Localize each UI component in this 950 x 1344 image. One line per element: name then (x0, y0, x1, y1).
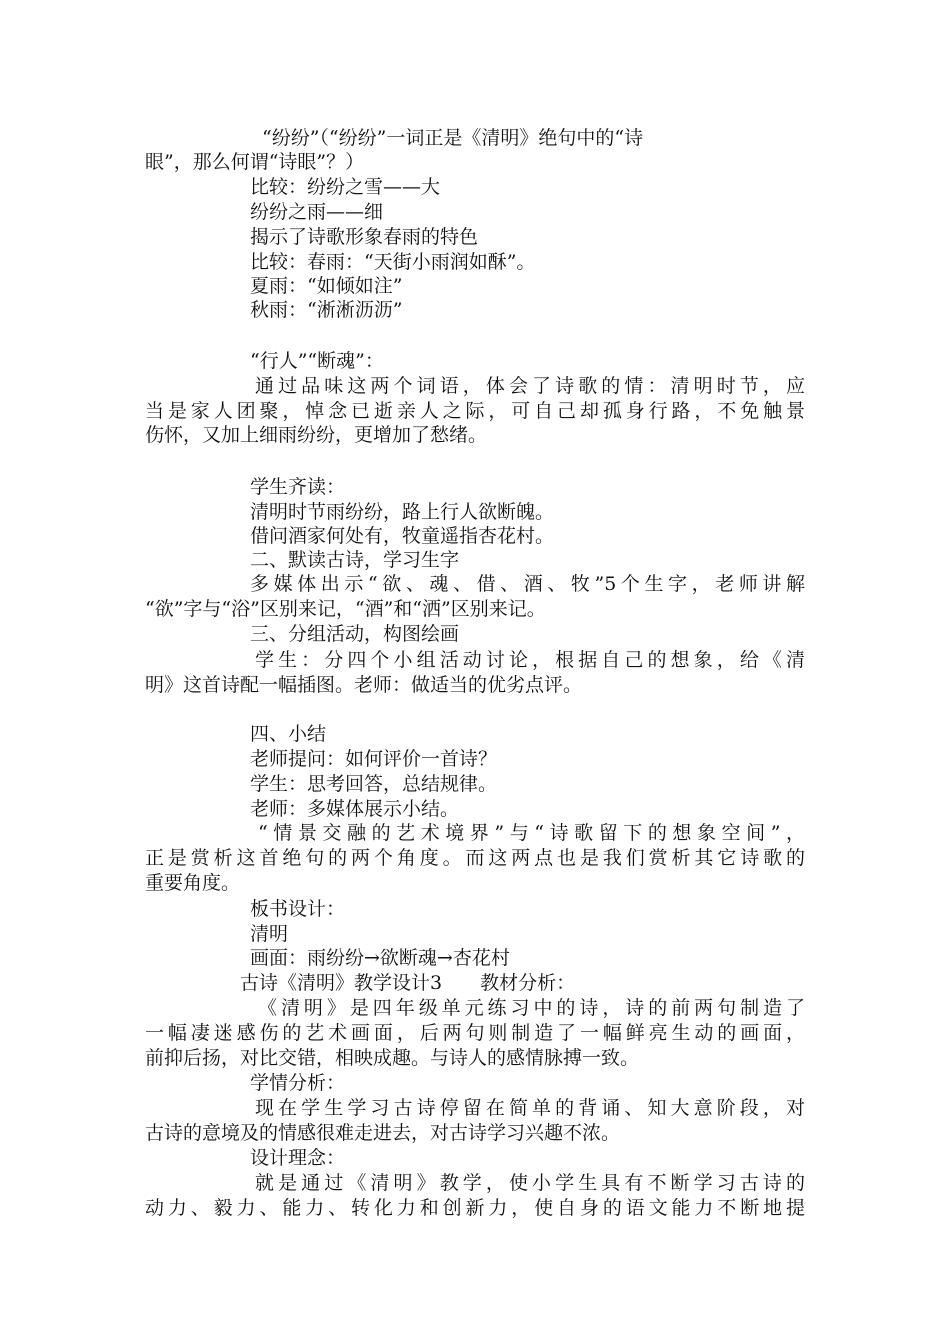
text-line: 眼”，那么何谓“诗眼”？） (145, 151, 365, 173)
section-heading: 学情分析： (250, 1072, 346, 1094)
poem-line: 清明时节雨纷纷，路上行人欲断魄。 (250, 501, 555, 523)
text-line: 比较：纷纷之雪——大 (250, 176, 441, 198)
text-line: 现在学生学习古诗停留在简单的背诵、知大意阶段，对 (255, 1097, 805, 1119)
text-line: 前抑后扬，对比交错，相映成趣。与诗人的感情脉搏一致。 (145, 1047, 640, 1069)
text-line: 古诗的意境及的情感很难走进去，对古诗学习兴趣不浓。 (145, 1122, 621, 1144)
text-line: “情景交融的艺术境界”与“诗歌留下的想象空间”， (258, 822, 805, 844)
text-line: “纷纷”（“纷纷”一词正是《清明》绝句中的“诗 (262, 127, 644, 149)
text-line: 学生：思考回答，总结规律。 (250, 773, 498, 795)
text-line: 正是赏析这首绝句的两个角度。而这两点也是我们赏析其它诗歌的 (145, 847, 805, 869)
section-heading: 三、分组活动，构图绘画 (250, 623, 460, 645)
text-line: 就是通过《清明》教学，使小学生具有不断学习古诗的 (255, 1172, 805, 1194)
text-line: 比较：春雨：“天街小雨润如酥”。 (250, 251, 536, 273)
text-line: 板书设计： (250, 898, 346, 920)
poem-line: 借问酒家何处有，牧童遥指杏花村。 (250, 525, 555, 547)
text-line: 一幅凄迷感伤的艺术画面，后两句则制造了一幅鲜亮生动的画面， (145, 1022, 805, 1044)
text-line: 老师：多媒体展示小结。 (250, 798, 460, 820)
text-line: 学生：分四个小组活动讨论，根据自己的想象，给《清 (255, 649, 805, 671)
text-line: 夏雨：“如倾如注” (250, 275, 403, 297)
text-line: 清明 (250, 923, 289, 945)
text-line: 秋雨：“淅淅沥沥” (250, 299, 403, 321)
text-line: 明》这首诗配一幅插图。老师：做适当的优劣点评。 (145, 674, 583, 696)
text-line: 重要角度。 (145, 872, 241, 894)
text-line: 伤怀，又加上细雨纷纷，更增加了愁绪。 (145, 424, 488, 446)
section-heading: “行人”“断魂”： (250, 350, 384, 372)
text-line: “欲”字与“浴”区别来记，“酒”和“洒”区别来记。 (145, 598, 546, 620)
text-line: 揭示了诗歌形象春雨的特色 (250, 226, 479, 248)
text-line: 老师提问：如何评价一首诗？ (250, 748, 498, 770)
text-line: 《清明》是四年级单元练习中的诗，诗的前两句制造了 (258, 997, 805, 1019)
section-heading: 设计理念： (250, 1147, 346, 1169)
text-line: 通过品味这两个词语，体会了诗歌的情：清明时节，应 (255, 375, 805, 397)
text-line: 画面：雨纷纷→欲断魂→杏花村 (250, 947, 510, 969)
text-line: 纷纷之雨——细 (250, 201, 384, 223)
text-line: 学生齐读： (250, 476, 346, 498)
text-line: 当是家人团聚，悼念已逝亲人之际，可自己却孤身行路，不免触景 (145, 400, 805, 422)
text-line: 动力、毅力、能力、转化力和创新力，使自身的语文能力不断地提 (145, 1197, 805, 1219)
text-line: 多媒体出示“欲、魂、借、酒、牧”5个生字，老师讲解 (250, 573, 805, 595)
section-heading: 古诗《清明》教学设计3 教材分析： (240, 972, 576, 994)
section-heading: 二、默读古诗，学习生字 (250, 549, 460, 571)
section-heading: 四、小结 (250, 723, 327, 745)
